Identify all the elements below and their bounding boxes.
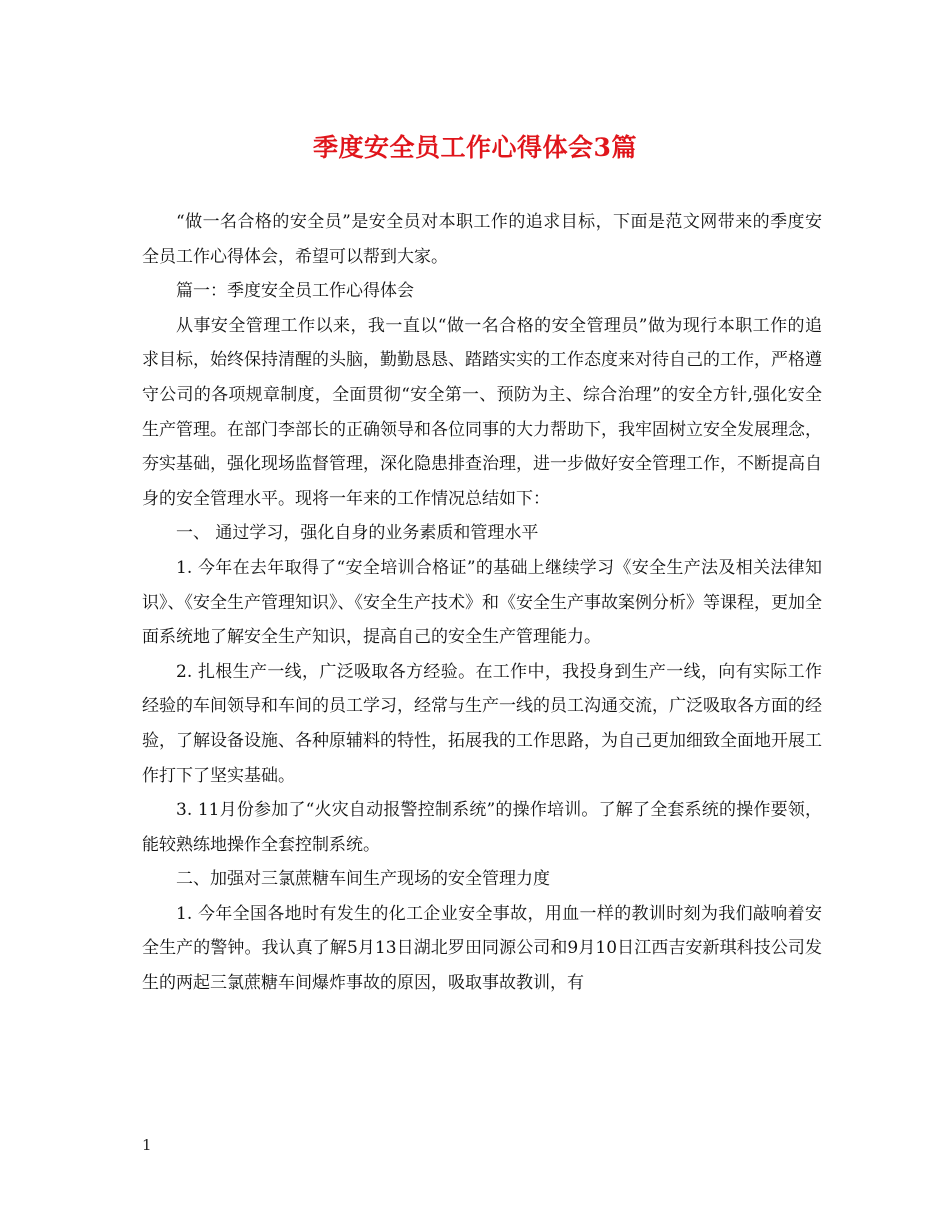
- body-paragraph: 从事安全管理工作以来，我一直以“做一名合格的安全管理员”做为现行本职工作的追求目标，始终保持清醒的头脑，勤勤恳恳、踏踏实实的工作态度来对待自己的工作，严格遵守公司的各项规章制度，全面贯彻“安全第一、预防为主、综合治理”的安全方针,强化安全生产管理。在部门李部长的正确领导和各位同事的大力帮助下，我牢固树立安全发展理念，夯实基础，强化现场监督管理，深化隐患排查治理，进一步做好安全管理工作，不断提高自身的安全管理水平。现将一年来的工作情况总结如下：: [142, 315, 822, 509]
- section-heading-part-one: 篇一：季度安全员工作心得体会: [176, 281, 414, 302]
- list-item-1: 1. 今年在去年取得了“安全培训合格证”的基础上继续学习《安全生产法及相关法律知识》、《安全生产管理知识》、《安全生产技术》和《安全生产事故案例分析》等课程，更加全面系统地了解安全生产知识，提高自己的安全生产管理能力。: [142, 557, 822, 648]
- list-item-4: 1. 今年全国各地时有发生的化工企业安全事故，用血一样的教训时刻为我们敲响着安全生产的警钟。我认真了解5月13日湖北罗田同源公司和9月10日江西吉安新琪科技公司发生的两起三氯蔗糖车间爆炸事故的原因，吸取事故教训，有: [142, 903, 822, 994]
- list-item-2: 2. 扎根生产一线，广泛吸取各方经验。在工作中，我投身到生产一线，向有实际工作经验的车间领导和车间的员工学习，经常与生产一线的员工沟通交流，广泛吸取各方面的经验，了解设备设施、各种原辅料的特性，拓展我的工作思路，为自己更加细致全面地开展工作打下了坚实基础。: [142, 661, 822, 786]
- list-item-3: 3. 11月份参加了“火灾自动报警控制系统”的操作培训。了解了全套系统的操作要领，能较熟练地操作全套控制系统。: [142, 800, 822, 855]
- document-title: 季度安全员工作心得体会3篇: [313, 133, 637, 162]
- document-body: [142, 205, 822, 1001]
- intro-paragraph: “做一名合格的安全员”是安全员对本职工作的追求目标，下面是范文网带来的季度安全员工作心得体会，希望可以帮到大家。: [142, 212, 822, 267]
- section-heading-2: 二、加强对三氯蔗糖车间生产现场的安全管理力度: [176, 869, 550, 890]
- section-heading-1: 一、 通过学习，强化自身的业务素质和管理水平: [176, 523, 539, 544]
- page-number: 1: [142, 1136, 152, 1154]
